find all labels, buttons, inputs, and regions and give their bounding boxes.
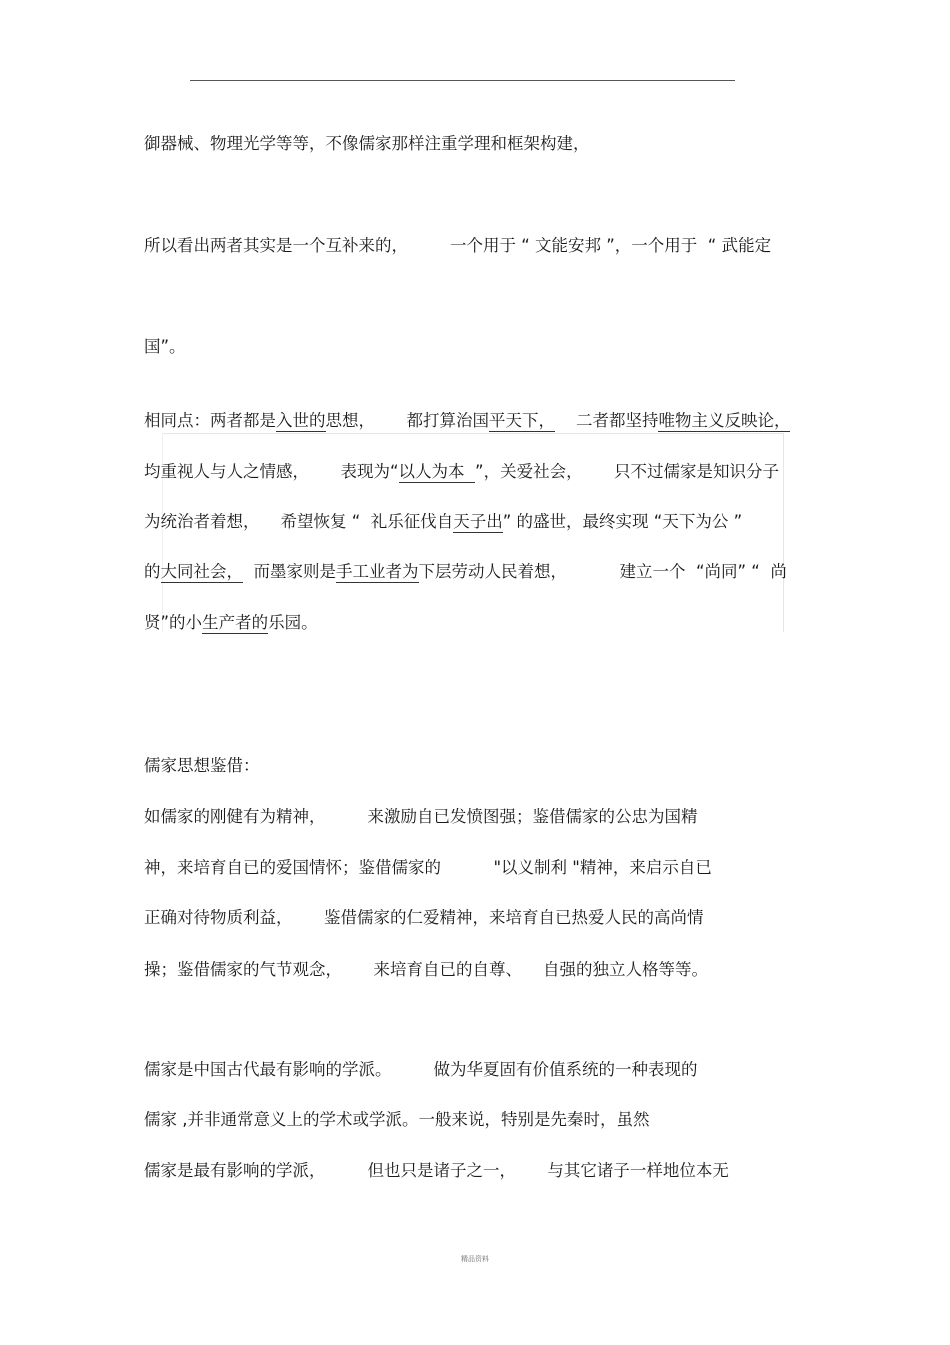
underlined-text: 大同社会， [160, 562, 243, 581]
text-segment: 均重视人与人之情感， 表现为“ [144, 462, 399, 481]
text-line-12: 正确对待物质利益， 鉴借儒家的仁爱精神，来培育自已热爱人民的高尚情 [144, 908, 704, 927]
text-segment: ” 的盛世，最终实现 “天下为公 ” [502, 512, 743, 531]
text-line-6 [144, 511, 742, 533]
text-segment: 思想， 都打算治国 [325, 411, 489, 430]
text-segment: 为统治者着想， 希望恢复 “ 礼乐征伐自 [144, 512, 454, 531]
text-line-5 [144, 461, 779, 483]
text-line-8 [144, 612, 318, 634]
text-line-3: 国”。 [144, 337, 186, 356]
text-line-11: 神，来培育自已的爱国情怀；鉴借儒家的 "以义制利 "精神，来启示自已 [144, 858, 712, 877]
section-heading: 儒家思想鉴借： [144, 756, 260, 775]
underlined-text: 入世的 [276, 411, 326, 430]
text-segment: 下层劳动人民着想， 建立一个 “尚同” “ 尚 [418, 562, 787, 581]
footer-label: 精品资料 [461, 1255, 489, 1263]
underlined-text: 以人为本 [398, 462, 476, 481]
text-line-7 [144, 561, 787, 583]
text-line-2: 所以看出两者其实是一个互补来的， 一个用于 “ 文能安邦 ”，一个用于 “ 武能定 [144, 236, 772, 255]
underlined-text: 生产者的 [202, 613, 269, 632]
text-segment: ”，关爱社会， 只不过儒家是知识分子 [475, 462, 780, 481]
text-line-15: 儒家 ,并非通常意义上的学术或学派。一般来说，特别是先秦时，虽然 [144, 1110, 650, 1129]
text-segment: 的 [144, 562, 161, 581]
text-segment: 二者都坚持 [554, 411, 659, 430]
text-segment: 贤”的小 [144, 613, 203, 632]
text-line-1: 御器械、物理光学等等，不像儒家那样注重学理和框架构建， [144, 134, 590, 153]
text-segment: 乐园。 [268, 613, 318, 632]
underlined-text: 唯物主义反映论， [658, 411, 791, 430]
header-rule [190, 80, 735, 81]
underlined-text: 手工业者为 [336, 562, 419, 581]
text-line-16: 儒家是最有影响的学派， 但也只是诸子之一， 与其它诸子一样地位本无 [144, 1161, 729, 1180]
text-line-4 [144, 410, 790, 432]
underlined-text: 天子出 [453, 512, 503, 531]
underlined-text: 平天下， [488, 411, 555, 430]
text-line-14: 儒家是中国古代最有影响的学派。 做为华夏固有价值系统的一种表现的 [144, 1060, 698, 1079]
text-line-13: 操；鉴借儒家的气节观念， 来培育自已的自尊、 自强的独立人格等等。 [144, 960, 708, 979]
text-segment: 相同点：两者都是 [144, 411, 276, 430]
text-segment: 而墨家则是 [243, 562, 336, 581]
text-line-10: 如儒家的刚健有为精神， 来激励自已发愤图强；鉴借儒家的公忠为国精 [144, 807, 698, 826]
